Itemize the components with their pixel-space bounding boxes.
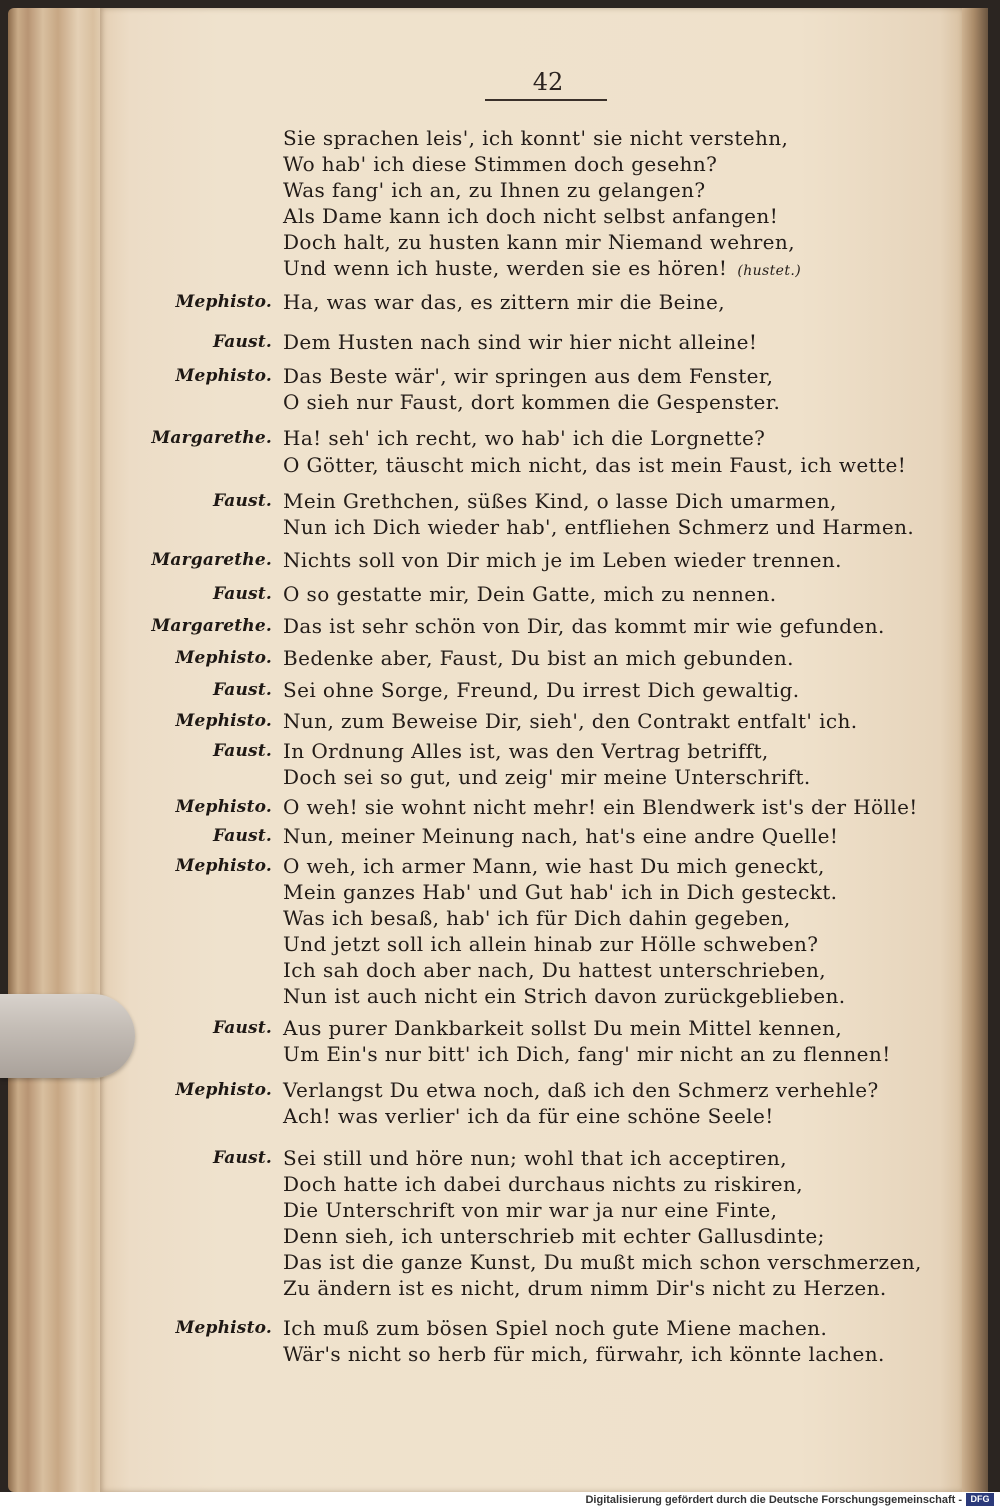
- verse-text: [283, 709, 858, 733]
- verse-words: Was ich besaß, hab' ich für Dich dahin gegeben,: [283, 906, 791, 930]
- verse-text: [283, 906, 791, 930]
- verse-line: [0, 292, 1000, 322]
- verse-words: Nun, zum Beweise Dir, sieh', den Contrakt entfalt' ich.: [283, 709, 858, 733]
- verse-text: [283, 614, 885, 638]
- verse-words: Nun ich Dich wieder hab', entfliehen Schmerz und Harmen.: [283, 515, 915, 539]
- speaker-name: Mephisto.: [175, 797, 272, 817]
- verse-line: [0, 826, 1000, 856]
- verse-text: [283, 854, 825, 878]
- page-number: 42: [532, 68, 564, 96]
- verse-text: [283, 515, 914, 539]
- verse-words: Das ist die ganze Kunst, Du mußt mich schon verschmerzen,: [283, 1250, 922, 1274]
- speaker-name: Mephisto.: [175, 366, 272, 386]
- verse-words: Wo hab' ich diese Stimmen doch gesehn?: [283, 152, 718, 176]
- verse-words: Zu ändern ist es nicht, drum nimm Dir's nicht zu Herzen.: [283, 1276, 887, 1300]
- verse-words: Als Dame kann ich doch nicht selbst anfangen!: [283, 204, 779, 228]
- verse-line: [0, 550, 1000, 580]
- verse-text: [283, 795, 918, 819]
- verse-line: [0, 986, 1000, 1016]
- verse-text: [283, 1198, 777, 1222]
- verse-text: [283, 426, 765, 450]
- verse-words: Die Unterschrift von mir war ja nur eine Finte,: [283, 1198, 778, 1222]
- verse-words: Und jetzt soll ich allein hinab zur Hölle schweben?: [283, 932, 819, 956]
- verse-line: [0, 455, 1000, 485]
- verse-text: [283, 958, 826, 982]
- speaker-name: Faust.: [212, 584, 272, 604]
- verse-text: [283, 290, 725, 314]
- speaker-name: Margarethe.: [151, 428, 272, 448]
- verse-line: [0, 517, 1000, 547]
- verse-words: Nun ist auch nicht ein Strich davon zurückgeblieben.: [283, 984, 846, 1008]
- verse-text: [283, 1250, 922, 1274]
- verse-text: [283, 1172, 803, 1196]
- verse-text: [283, 453, 906, 477]
- verse-words: Sei ohne Sorge, Freund, Du irrest Dich gewaltig.: [283, 678, 800, 702]
- verse-text: [283, 1104, 774, 1128]
- verse-text: [283, 1042, 891, 1066]
- verse-text: [283, 1316, 827, 1340]
- verse-text: [283, 739, 769, 763]
- verse-words: Doch halt, zu husten kann mir Niemand wehren,: [283, 230, 795, 254]
- verse-words: Doch hatte ich dabei durchaus nichts zu riskiren,: [283, 1172, 804, 1196]
- verse-text: [283, 824, 838, 848]
- verse-text: [283, 1146, 787, 1170]
- speaker-name: Mephisto.: [175, 1080, 272, 1100]
- verse-text: [283, 390, 780, 414]
- verse-words: Dem Husten nach sind wir hier nicht alleine!: [283, 330, 758, 354]
- footer-credit: Digitalisierung gefördert durch die Deutsche Forschungsgemeinschaft -: [585, 1494, 962, 1506]
- speaker-name: Mephisto.: [175, 292, 272, 312]
- speaker-name: Faust.: [212, 491, 272, 511]
- verse-text: [283, 582, 777, 606]
- verse-words: Ach! was verlier' ich da für eine schöne Seele!: [283, 1104, 774, 1128]
- verse-text: [283, 152, 717, 176]
- verse-words: Und wenn ich huste, werden sie es hören!: [283, 256, 728, 280]
- verse-text: [283, 1342, 885, 1366]
- verse-line: [0, 1278, 1000, 1308]
- verse-line: [0, 711, 1000, 741]
- speaker-name: Mephisto.: [175, 856, 272, 876]
- speaker-name: Faust.: [212, 741, 272, 761]
- verse-text: [283, 678, 800, 702]
- verse-text: [283, 330, 757, 354]
- verse-line: [0, 332, 1000, 362]
- verse-words: Was fang' ich an, zu Ihnen zu gelangen?: [283, 178, 706, 202]
- verse-words: Sei still und höre nun; wohl that ich acceptiren,: [283, 1146, 787, 1170]
- verse-text: [283, 256, 801, 280]
- verse-words: Sie sprachen leis', ich konnt' sie nicht verstehn,: [283, 126, 789, 150]
- verse-line: [0, 392, 1000, 422]
- verse-line: [0, 1106, 1000, 1136]
- verse-text: [283, 204, 778, 228]
- verse-text: [283, 1276, 887, 1300]
- verse-line: [0, 616, 1000, 646]
- speaker-name: Faust.: [212, 680, 272, 700]
- verse-text: [283, 178, 706, 202]
- speaker-name: Faust.: [212, 1018, 272, 1038]
- verse-words: O sieh nur Faust, dort kommen die Gespenster.: [283, 390, 781, 414]
- verse-text: [283, 548, 842, 572]
- verse-line: [0, 797, 1000, 827]
- verse-words: Mein Grethchen, süßes Kind, o lasse Dich umarmen,: [283, 489, 837, 513]
- verse-words: Mein ganzes Hab' und Gut hab' ich in Dich gesteckt.: [283, 880, 838, 904]
- verse-words: In Ordnung Alles ist, was den Vertrag betrifft,: [283, 739, 769, 763]
- verse-text: [283, 126, 788, 150]
- verse-words: Aus purer Dankbarkeit sollst Du mein Mittel kennen,: [283, 1016, 843, 1040]
- dfg-logo: DFG: [966, 1493, 994, 1506]
- verse-words: Um Ein's nur bitt' ich Dich, fang' mir nicht an zu flennen!: [283, 1042, 891, 1066]
- verse-text: [283, 1224, 825, 1248]
- speaker-name: Faust.: [212, 332, 272, 352]
- verse-text: [283, 765, 811, 789]
- verse-words: Das ist sehr schön von Dir, das kommt mir wie gefunden.: [283, 614, 885, 638]
- verse-words: Bedenke aber, Faust, Du bist an mich gebunden.: [283, 646, 794, 670]
- verse-text: [283, 489, 837, 513]
- verse-text: [283, 364, 773, 388]
- verse-words: Nun, meiner Meinung nach, hat's eine andre Quelle!: [283, 824, 839, 848]
- verse-words: Das Beste wär', wir springen aus dem Fenster,: [283, 364, 774, 388]
- verse-line: [0, 1044, 1000, 1074]
- speaker-name: Mephisto.: [175, 648, 272, 668]
- speaker-name: Mephisto.: [175, 711, 272, 731]
- verse-line: [0, 1344, 1000, 1374]
- verse-line: [0, 767, 1000, 797]
- verse-words: O so gestatte mir, Dein Gatte, mich zu nennen.: [283, 582, 777, 606]
- verse-words: O weh, ich armer Mann, wie hast Du mich geneckt,: [283, 854, 825, 878]
- scanner-finger: [0, 994, 135, 1078]
- verse-words: Ha! seh' ich recht, wo hab' ich die Lorgnette?: [283, 426, 766, 450]
- verse-text: [283, 932, 818, 956]
- verse-words: Denn sieh, ich unterschrieb mit echter Gallusdinte;: [283, 1224, 825, 1248]
- verse-words: Nichts soll von Dir mich je im Leben wieder trennen.: [283, 548, 842, 572]
- verse-text: [283, 1016, 842, 1040]
- verse-line: [0, 680, 1000, 710]
- verse-words: Verlangst Du etwa noch, daß ich den Schmerz verhehle?: [283, 1078, 879, 1102]
- stage-direction: (hustet.): [737, 263, 802, 279]
- verse-words: Ich muß zum bösen Spiel noch gute Miene machen.: [283, 1316, 828, 1340]
- verse-words: Ha, was war das, es zittern mir die Beine,: [283, 290, 725, 314]
- verse-line: [0, 648, 1000, 678]
- speaker-name: Mephisto.: [175, 1318, 272, 1338]
- speaker-name: Margarethe.: [151, 616, 272, 636]
- verse-text: [283, 984, 846, 1008]
- speaker-name: Faust.: [212, 1148, 272, 1168]
- verse-line: [0, 584, 1000, 614]
- verse-text: [283, 230, 795, 254]
- verse-text: [283, 1078, 879, 1102]
- verse-words: Doch sei so gut, und zeig' mir meine Unterschrift.: [283, 765, 811, 789]
- verse-words: Wär's nicht so herb für mich, fürwahr, ich könnte lachen.: [283, 1342, 885, 1366]
- verse-text: [283, 880, 837, 904]
- speaker-name: Margarethe.: [151, 550, 272, 570]
- verse-words: O Götter, täuscht mich nicht, das ist mein Faust, ich wette!: [283, 453, 907, 477]
- speaker-name: Faust.: [212, 826, 272, 846]
- verse-text: [283, 646, 794, 670]
- verse-words: O weh! sie wohnt nicht mehr! ein Blendwerk ist's der Hölle!: [283, 795, 918, 819]
- verse-words: Ich sah doch aber nach, Du hattest unterschrieben,: [283, 958, 826, 982]
- verse-line: [0, 258, 1000, 288]
